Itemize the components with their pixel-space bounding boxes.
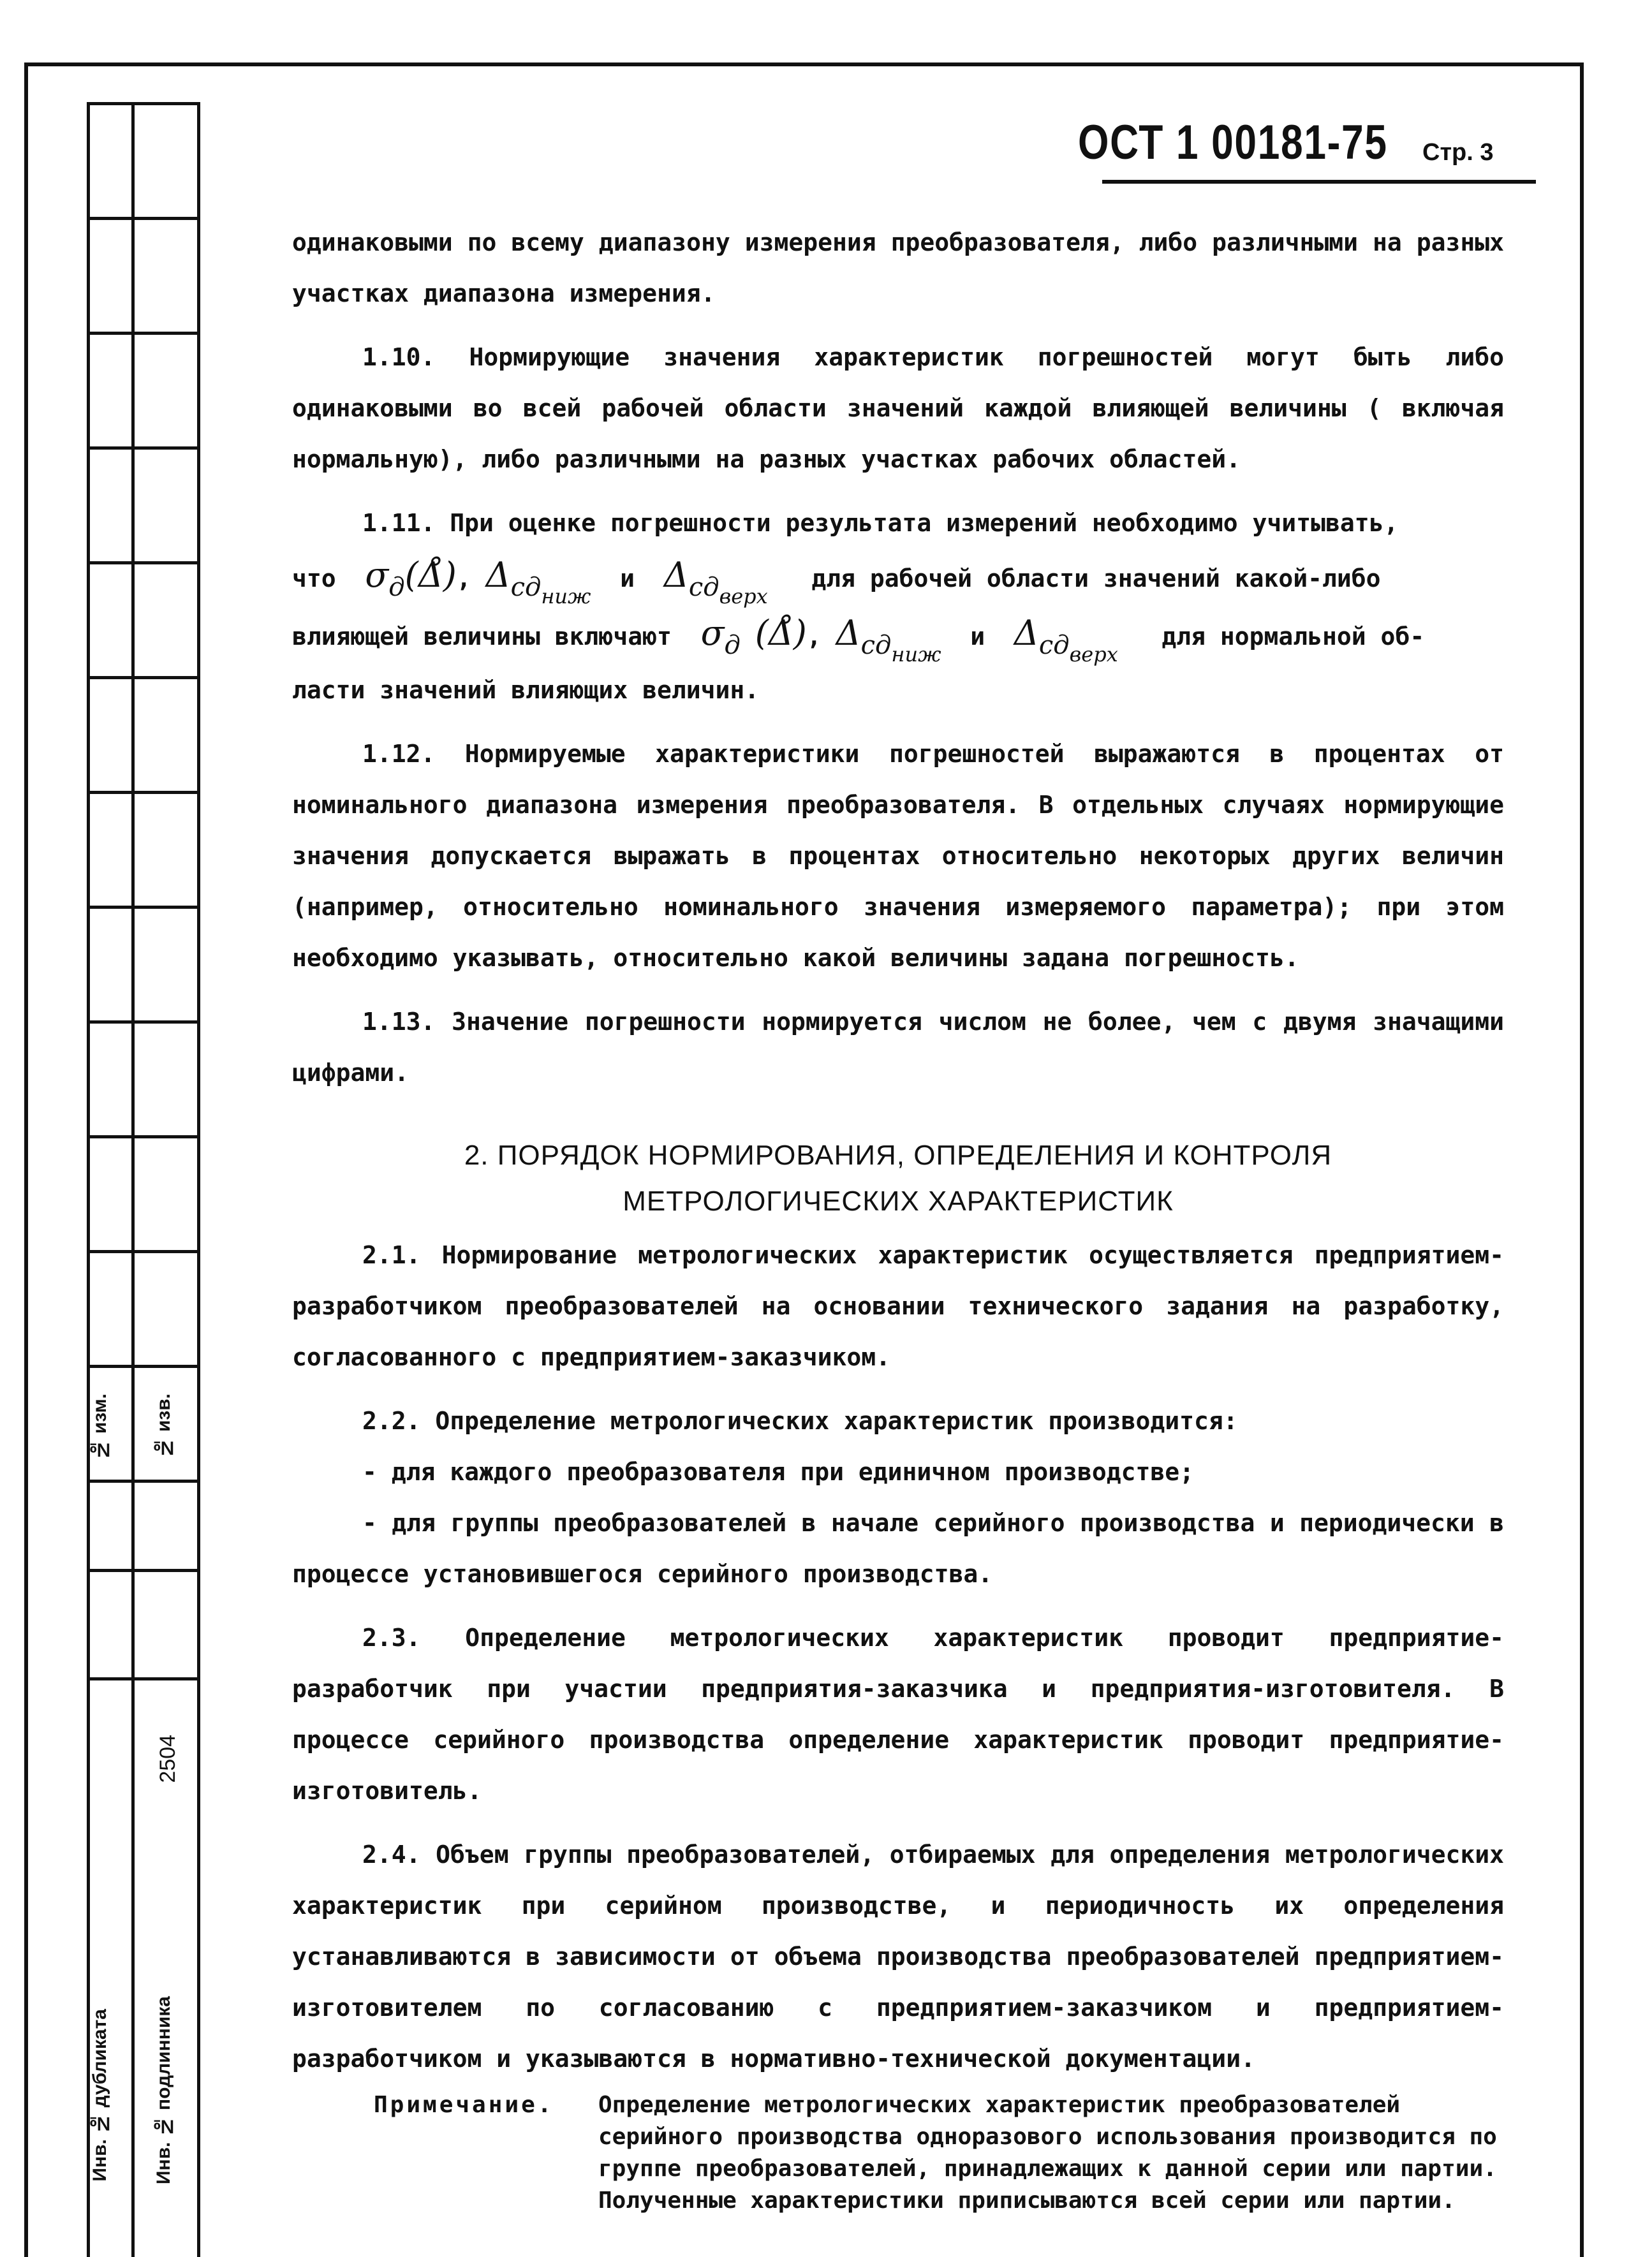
paragraph-1-11-line1: 1.11. При оценке погрешности результата измерений необходимо учитывать, (362, 509, 1399, 537)
page-header (1078, 115, 1494, 170)
paragraph-1-12: 1.12. Нормируемые характеристики погрешностей выражаются в процентах от номинального диапазона измерения преобразователя. В отдельных случаях нормирующие значения допускается выражать в процентах относительно некоторых других величин (например, относительно номинального значения измеряемого параметра); при этом необходимо указывать, относительно какой величины задана погрешность. (292, 740, 1504, 972)
paragraph-2-3: 2.3. Определение метрологических характеристик проводит предприятие-разработчик при участии предприятия-заказчика и предприятия-изготовителя. В процессе серийного производства определение характеристик проводит предприятие-изготовитель. (292, 1624, 1504, 1805)
page-frame-right (1580, 62, 1584, 2257)
delta-symbol: Δ (663, 555, 689, 595)
page-number: Стр. 3 (1422, 139, 1494, 166)
paragraph-1-11-line3: влияющей величины включают σд (Δ̊), Δсд$_{ниж}$ и Δсд$_{верх}$ для нормальной об- (292, 613, 1425, 666)
delta-ring-arg: (Δ̊) (755, 613, 807, 653)
paragraph-2-2: 2.2. Определение метрологических характеристик производится: (362, 1407, 1238, 1435)
inventory-number: 2504 (156, 1735, 180, 1783)
delta-symbol: Δ (836, 613, 861, 653)
paragraph-1-10: 1.10. Нормирующие значения характеристик погрешностей могут быть либо одинаковыми во всей рабочей области значений каждой влияющей величины ( включая нормальную), либо различными на разных участках рабочих областей. (292, 343, 1504, 473)
stamp-dubl-label: Инв. № дубликата (89, 2009, 110, 2182)
sigma-symbol: σ (700, 613, 725, 653)
stamp-izv-label: № изв. (153, 1393, 174, 1459)
standard-number: ОСТ 1 00181-75 (1078, 115, 1388, 170)
paragraph-1-13: 1.13. Значение погрешности нормируется числом не более, чем с двумя значащими цифрами. (292, 1008, 1504, 1087)
note-label: Примечание. (374, 2092, 554, 2118)
delta-ring-arg: (Δ̊) (404, 555, 457, 595)
note-text: Определение метрологических характеристик преобразователей серийного производства одноразового использования производится по группе преобразователей, принадлежащих к данной серии или партии. Полученные характеристики приписываются всей серии или партии. (598, 2092, 1497, 2214)
paragraph-2-1: 2.1. Нормирование метрологических характеристик осуществляется предприятием-разработчиком преобразователей на основании технического задания на разработку, согласованного с предприятием-заказчиком. (292, 1241, 1504, 1371)
stamp-izm-label: № изм. (89, 1393, 110, 1460)
paragraph-2-4: 2.4. Объем группы преобразователей, отбираемых для определения метрологических характеристик при серийном производстве, и периодичность их определения устанавливаются в зависимости от объема производства преобразователей предприятием-изготовителем по согласованию с предприятием-заказчиком и предприятием-разработчиком и указываются в нормативно-технической документации. (292, 1841, 1504, 2073)
delta-symbol: Δ (1014, 613, 1039, 653)
delta-symbol: Δ (485, 555, 511, 595)
sigma-symbol: σ (365, 555, 389, 595)
document-body (292, 217, 1504, 2217)
paragraph-2-2-item-b: - для группы преобразователей в начале серийного производства и периодически в процессе установившегося серийного производства. (292, 1509, 1504, 1588)
paragraph-continuation: одинаковыми по всему диапазону измерения преобразователя, либо различными на разных участках диапазона измерения. (292, 228, 1504, 307)
page-frame-top (24, 62, 1584, 66)
stamp-column (87, 102, 200, 2257)
paragraph-1-11-end: ласти значений влияющих величин. (292, 676, 760, 704)
section-2-title-line1: 2. ПОРЯДОК НОРМИРОВАНИЯ, ОПРЕДЕЛЕНИЯ И КОНТРОЛЯ (464, 1140, 1332, 1171)
page-frame-left (24, 62, 28, 2257)
paragraph-2-2-item-a: - для каждого преобразователя при единичном производстве; (362, 1458, 1195, 1486)
note-block (292, 2089, 1504, 2217)
header-underline (1102, 180, 1536, 184)
stamp-podl-label: Инв. № подлинника (153, 1996, 174, 2185)
section-2-title-line2: МЕТРОЛОГИЧЕСКИХ ХАРАКТЕРИСТИК (623, 1186, 1174, 1217)
paragraph-1-11-line2: что σд(Δ̊), Δсд$_{ниж}$ и Δсд$_{верх}$ для рабочей области значений какой-либо (292, 555, 1381, 608)
